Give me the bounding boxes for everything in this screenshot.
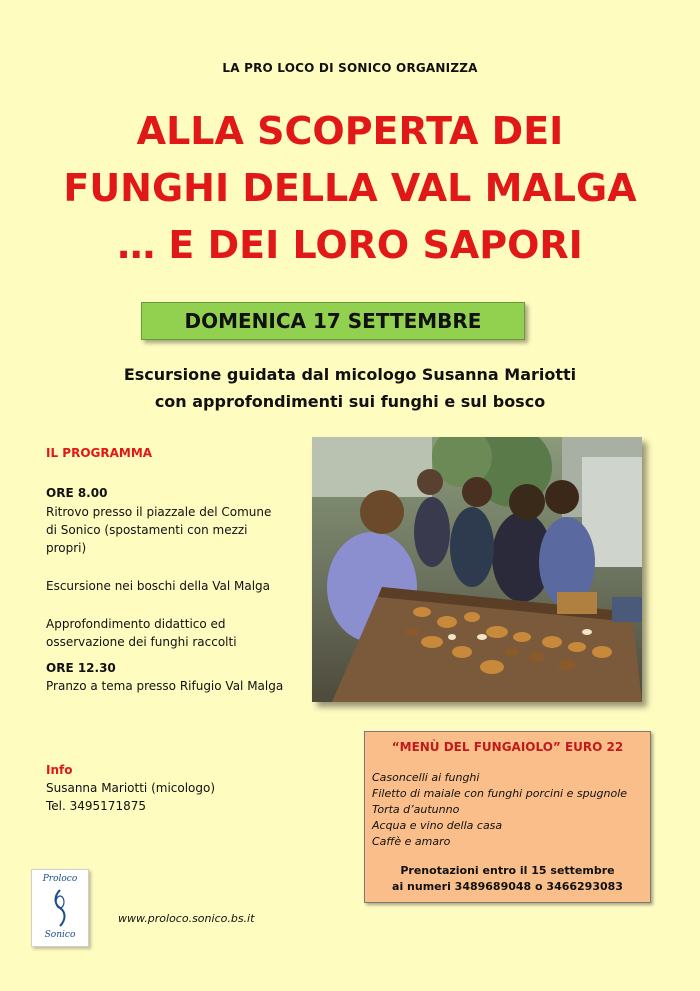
logo-text-bottom: Sonico — [44, 930, 76, 940]
proloco-logo — [31, 869, 89, 947]
photo-illustration — [312, 437, 642, 702]
menu-item: Torta d’autunno — [372, 803, 460, 816]
info-name: Susanna Mariotti (micologo) — [46, 781, 216, 795]
program-text-1-line: Ritrovo presso il piazzale del Comune — [46, 505, 272, 519]
title-line-2: FUNGHI DELLA VAL MALGA — [63, 166, 637, 210]
program-text-1 — [46, 503, 306, 557]
event-subtitle — [0, 361, 700, 415]
date-banner: DOMENICA 17 SETTEMBRE — [141, 302, 525, 340]
title-line-3: … E DEI LORO SAPORI — [117, 223, 583, 267]
menu-title: “MENÙ DEL FUNGAIOLO” EURO 22 — [391, 740, 624, 754]
menu-box — [364, 731, 651, 903]
menu-item: Casoncelli ai funghi — [372, 771, 480, 784]
info-section — [46, 761, 215, 815]
title-line-1: ALLA SCOPERTA DEI — [136, 109, 564, 153]
program-text-2: Escursione nei boschi della Val Malga — [46, 579, 271, 593]
menu-booking-line: ai numeri 3489689048 o 3466293083 — [392, 880, 623, 893]
subtitle-line-2: con approfondimenti sui funghi e sul bosco — [154, 392, 546, 411]
program-text-3 — [46, 615, 306, 651]
program-text-1-line: propri) — [46, 541, 87, 555]
menu-booking-line: Prenotazioni entro il 15 settembre — [400, 864, 615, 877]
logo-text-top: Proloco — [42, 874, 78, 884]
event-title — [0, 103, 700, 274]
program-section — [46, 446, 306, 695]
website-link[interactable]: www.proloco.sonico.bs.it — [118, 912, 255, 925]
menu-item: Caffè e amaro — [372, 835, 451, 848]
organizer-line: LA PRO LOCO DI SONICO ORGANIZZA — [222, 61, 478, 75]
logo-emblem-icon — [50, 888, 70, 928]
menu-booking-info — [365, 863, 650, 895]
program-time-1: ORE 8.00 — [46, 486, 108, 500]
info-title: Info — [46, 763, 73, 777]
program-time-2: ORE 12.30 — [46, 661, 116, 675]
menu-item: Filetto di maiale con funghi porcini e spugnole — [372, 787, 628, 800]
subtitle-line-1: Escursione guidata dal micologo Susanna Mariotti — [123, 365, 577, 384]
program-text-4: Pranzo a tema presso Rifugio Val Malga — [46, 679, 284, 693]
menu-item: Acqua e vino della casa — [372, 819, 503, 832]
program-text-3-line: osservazione dei funghi raccolti — [46, 635, 237, 649]
info-phone: Tel. 3495171875 — [46, 799, 146, 813]
program-text-3-line: Approfondimento didattico ed — [46, 617, 226, 631]
mushroom-photo — [312, 437, 642, 702]
menu-list — [372, 770, 627, 850]
program-text-1-line: di Sonico (spostamenti con mezzi — [46, 523, 248, 537]
program-title: IL PROGRAMMA — [46, 446, 153, 460]
